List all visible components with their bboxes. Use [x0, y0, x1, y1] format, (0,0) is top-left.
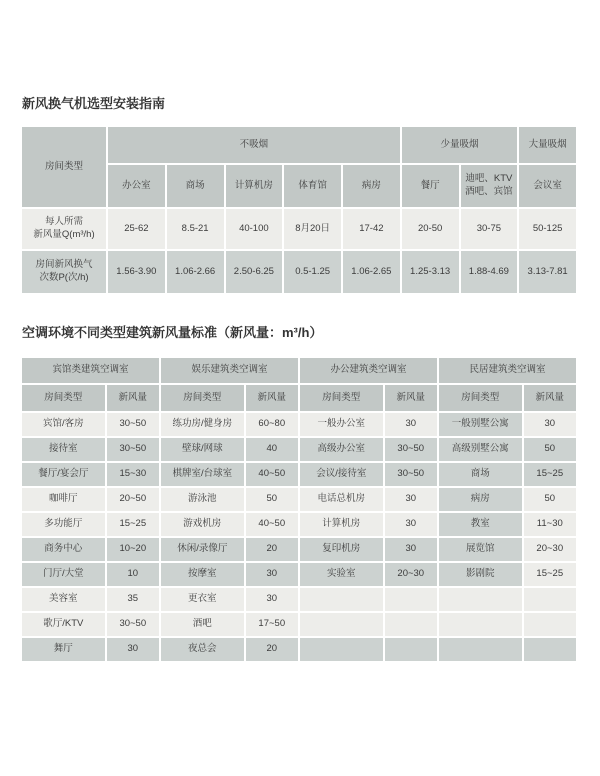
table2-value-cell: 20	[246, 538, 298, 561]
table2-volume-header: 新风量	[524, 385, 576, 411]
table2-room-cell: 会议/接待室	[300, 463, 383, 486]
table1-value-cell: 1.06-2.66	[167, 251, 224, 293]
fresh-air-standards-table	[20, 356, 578, 663]
table2-room-type-header: 房间类型	[161, 385, 244, 411]
table1-column-header-5: 餐厅	[402, 165, 459, 207]
table2-room-cell: 餐厅/宴会厅	[22, 463, 105, 486]
table2-room-cell: 高级别墅公寓	[439, 438, 522, 461]
table2-room-cell: 游泳池	[161, 488, 244, 511]
table2-room-cell: 影剧院	[439, 563, 522, 586]
table2-value-cell: 35	[107, 588, 159, 611]
table1-row-label: 房间新风换气 次数P(次/h)	[22, 251, 106, 293]
table2-room-cell	[300, 588, 383, 611]
table2-value-cell	[524, 613, 576, 636]
table-row	[22, 588, 576, 611]
table-row	[22, 613, 576, 636]
table-row	[22, 251, 576, 293]
table-row	[22, 513, 576, 536]
table2-value-cell: 15~25	[524, 563, 576, 586]
table2-room-cell: 门厅/大堂	[22, 563, 105, 586]
table2-value-cell: 20~30	[524, 538, 576, 561]
table2-room-cell: 商场	[439, 463, 522, 486]
table2-room-cell	[439, 638, 522, 661]
table2-value-cell: 15~25	[107, 513, 159, 536]
table2-value-cell: 20~50	[107, 488, 159, 511]
table2-value-cell	[524, 638, 576, 661]
table2-value-cell: 20~30	[385, 563, 437, 586]
table2-value-cell	[385, 613, 437, 636]
table2-room-cell	[439, 588, 522, 611]
table2-room-type-header: 房间类型	[300, 385, 383, 411]
table2-room-cell: 休闲/录像厅	[161, 538, 244, 561]
table2-value-cell: 30	[385, 488, 437, 511]
table2-room-cell: 实验室	[300, 563, 383, 586]
table-row	[22, 385, 576, 411]
table2-room-cell: 夜总会	[161, 638, 244, 661]
table2-value-cell: 40	[246, 438, 298, 461]
table2-room-cell: 美容室	[22, 588, 105, 611]
table2-value-cell: 30	[246, 588, 298, 611]
table1-value-cell: 1.88-4.69	[461, 251, 518, 293]
table1-column-header-7: 会议室	[519, 165, 576, 207]
table2-room-cell	[439, 613, 522, 636]
table-row	[22, 127, 576, 163]
table2-group-header-0: 宾馆类建筑空调室	[22, 358, 159, 383]
table1-value-cell: 3.13-7.81	[519, 251, 576, 293]
table2-value-cell: 30~50	[107, 438, 159, 461]
table2-room-cell	[300, 613, 383, 636]
table2-group-header-3: 民居建筑类空调室	[439, 358, 576, 383]
table2-value-cell: 30~50	[107, 613, 159, 636]
table2-value-cell: 30	[107, 638, 159, 661]
table2-room-cell: 多功能厅	[22, 513, 105, 536]
table2-value-cell: 30	[246, 563, 298, 586]
smoking-group-header-0: 不吸烟	[108, 127, 400, 163]
table-row	[22, 463, 576, 486]
fresh-air-standard-title: 空调环境不同类型建筑新风量标准（新风量：m³/h）	[22, 325, 323, 340]
table1-value-cell: 30-75	[461, 209, 518, 249]
table2-room-cell: 病房	[439, 488, 522, 511]
table1-value-cell: 2.50-6.25	[226, 251, 283, 293]
table2-room-cell: 游戏机房	[161, 513, 244, 536]
table1-value-cell: 50-125	[519, 209, 576, 249]
table-row	[22, 563, 576, 586]
ventilator-guide-title: 新风换气机选型安装指南	[22, 96, 166, 111]
table2-value-cell: 15~30	[107, 463, 159, 486]
table2-room-type-header: 房间类型	[22, 385, 105, 411]
table2-value-cell: 30	[524, 413, 576, 436]
table2-room-cell: 宾馆/客房	[22, 413, 105, 436]
table-row	[22, 413, 576, 436]
table2-room-cell: 接待室	[22, 438, 105, 461]
table2-group-header-1: 娱乐建筑类空调室	[161, 358, 298, 383]
smoking-group-header-2: 大量吸烟	[519, 127, 576, 163]
room-type-corner-header: 房间类型	[22, 127, 106, 207]
table1-value-cell: 0.5-1.25	[284, 251, 341, 293]
table2-value-cell: 30~50	[107, 413, 159, 436]
table1-column-header-3: 体育馆	[284, 165, 341, 207]
ventilation-selection-table	[20, 125, 578, 295]
table2-value-cell: 60~80	[246, 413, 298, 436]
table1-value-cell: 20-50	[402, 209, 459, 249]
table2-value-cell	[524, 588, 576, 611]
table2-room-cell: 一般办公室	[300, 413, 383, 436]
table2-room-cell: 壁球/网球	[161, 438, 244, 461]
table2-room-cell: 商务中心	[22, 538, 105, 561]
table-row	[22, 358, 576, 383]
table2-room-cell: 展览馆	[439, 538, 522, 561]
table2-volume-header: 新风量	[246, 385, 298, 411]
table2-group-header-2: 办公建筑类空调室	[300, 358, 437, 383]
table2-value-cell: 30	[385, 513, 437, 536]
table2-room-cell: 计算机房	[300, 513, 383, 536]
table2-room-cell: 更衣室	[161, 588, 244, 611]
table2-room-cell: 一般别墅公寓	[439, 413, 522, 436]
table1-value-cell: 17-42	[343, 209, 400, 249]
table1-value-cell: 1.25-3.13	[402, 251, 459, 293]
table2-room-cell: 棋牌室/台球室	[161, 463, 244, 486]
table2-value-cell: 30~50	[385, 438, 437, 461]
table1-value-cell: 1.56-3.90	[108, 251, 165, 293]
table2-room-cell: 教室	[439, 513, 522, 536]
table2-volume-header: 新风量	[107, 385, 159, 411]
table2-volume-header: 新风量	[385, 385, 437, 411]
table2-room-cell: 电话总机房	[300, 488, 383, 511]
table2-value-cell: 40~50	[246, 513, 298, 536]
table2-room-cell: 舞厅	[22, 638, 105, 661]
table2-room-cell: 复印机房	[300, 538, 383, 561]
table1-value-cell: 8月20日	[284, 209, 341, 249]
table2-room-cell: 咖啡厅	[22, 488, 105, 511]
table2-room-cell: 按摩室	[161, 563, 244, 586]
table1-column-header-2: 计算机房	[226, 165, 283, 207]
table2-value-cell: 50	[246, 488, 298, 511]
table2-value-cell: 20	[246, 638, 298, 661]
table2-room-cell	[300, 638, 383, 661]
table2-value-cell: 17~50	[246, 613, 298, 636]
table2-room-cell: 练功房/健身房	[161, 413, 244, 436]
table2-value-cell: 11~30	[524, 513, 576, 536]
table1-column-header-6: 迪吧、KTV 酒吧、宾馆	[461, 165, 518, 207]
table2-value-cell	[385, 588, 437, 611]
table2-value-cell: 10	[107, 563, 159, 586]
table1-column-header-1: 商场	[167, 165, 224, 207]
table2-room-cell: 高级办公室	[300, 438, 383, 461]
table2-value-cell: 30	[385, 413, 437, 436]
table1-value-cell: 1.06-2.65	[343, 251, 400, 293]
table2-room-cell: 酒吧	[161, 613, 244, 636]
table-row	[22, 638, 576, 661]
table2-room-type-header: 房间类型	[439, 385, 522, 411]
table2-room-cell: 歌厅/KTV	[22, 613, 105, 636]
table2-value-cell: 30	[385, 538, 437, 561]
table-row	[22, 438, 576, 461]
table2-value-cell: 15~25	[524, 463, 576, 486]
table1-value-cell: 8.5-21	[167, 209, 224, 249]
table-row	[22, 488, 576, 511]
table1-row-label: 每人所需 新风量Q(m³/h)	[22, 209, 106, 249]
table1-column-header-0: 办公室	[108, 165, 165, 207]
table1-column-header-4: 病房	[343, 165, 400, 207]
table2-value-cell	[385, 638, 437, 661]
smoking-group-header-1: 少量吸烟	[402, 127, 518, 163]
table2-value-cell: 10~20	[107, 538, 159, 561]
table1-value-cell: 40-100	[226, 209, 283, 249]
table2-value-cell: 50	[524, 438, 576, 461]
table1-value-cell: 25-62	[108, 209, 165, 249]
table2-value-cell: 30~50	[385, 463, 437, 486]
table2-value-cell: 40~50	[246, 463, 298, 486]
table-row	[22, 209, 576, 249]
table2-value-cell: 50	[524, 488, 576, 511]
table-row	[22, 538, 576, 561]
